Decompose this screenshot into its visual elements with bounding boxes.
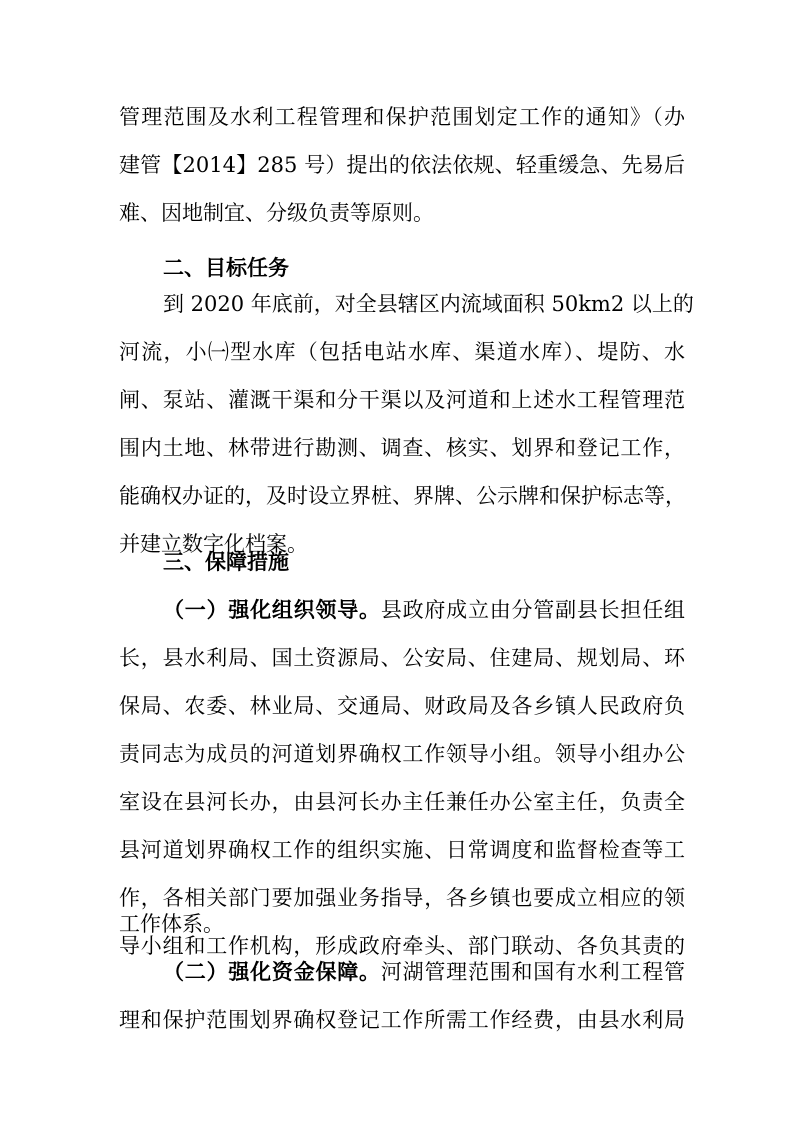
paragraph-line [163,596,685,624]
paragraph-line: 能确权办证的，及时设立界桩、界牌、公示牌和保护标志等， [119,484,686,508]
paragraph-line: 理和保护范围划界确权登记工作所需工作经费，由县水利局 [119,1008,685,1032]
paragraph-line: 作，各相关部门要加强业务指导，各乡镇也要成立相应的领 [119,886,685,910]
paragraph-text: 县政府成立由分管副县长担任组 [380,598,686,622]
paragraph-line: 责同志为成员的河道划界确权工作领导小组。领导小组办公 [119,742,685,766]
paragraph-line: 室设在县河长办，由县河长办主任兼任办公室主任，负责全 [119,790,685,814]
paragraph-line: 到 2020 年底前，对全县辖区内流域面积 50km2 以上的 [163,292,694,316]
subsection-title: （二）强化资金保障。 [163,960,381,984]
paragraph-line: 围内土地、林带进行勘测、调查、核实、划界和登记工作， [119,436,685,460]
paragraph-line: 保局、农委、林业局、交通局、财政局及各乡镇人民政府负 [119,694,685,718]
paragraph-line: 闸、泵站、灌溉干渠和分干渠以及河道和上述水工程管理范 [119,388,685,412]
paragraph-line: 并建立数字化档案。 [119,532,308,556]
section-heading: 二、目标任务 [163,256,289,280]
paragraph-line: 难、因地制宜、分级负责等原则。 [119,201,434,225]
section-heading: 三、保障措施 [163,550,289,574]
paragraph-line: 长，县水利局、国土资源局、公安局、住建局、规划局、环 [119,646,685,670]
paragraph-line: 管理范围及水利工程管理和保护范围划定工作的通知》（办 [119,105,685,129]
paragraph-line: 导小组和工作机构，形成政府牵头、部门联动、各负其责的 [119,934,685,958]
paragraph-line: 河流，小㈠型水库（包括电站水库、渠道水库）、堤防、水 [119,340,685,364]
paragraph-line: 建管【2014】285 号）提出的依法依规、轻重缓急、先易后 [119,153,685,177]
paragraph-line: 县河道划界确权工作的组织实施、日常调度和监督检查等工 [119,838,685,862]
paragraph-line: 工作体系。 [119,912,224,936]
paragraph-line [163,958,685,986]
subsection-title: （一）强化组织领导。 [163,598,381,622]
paragraph-text: 河湖管理范围和国有水利工程管 [380,960,686,984]
